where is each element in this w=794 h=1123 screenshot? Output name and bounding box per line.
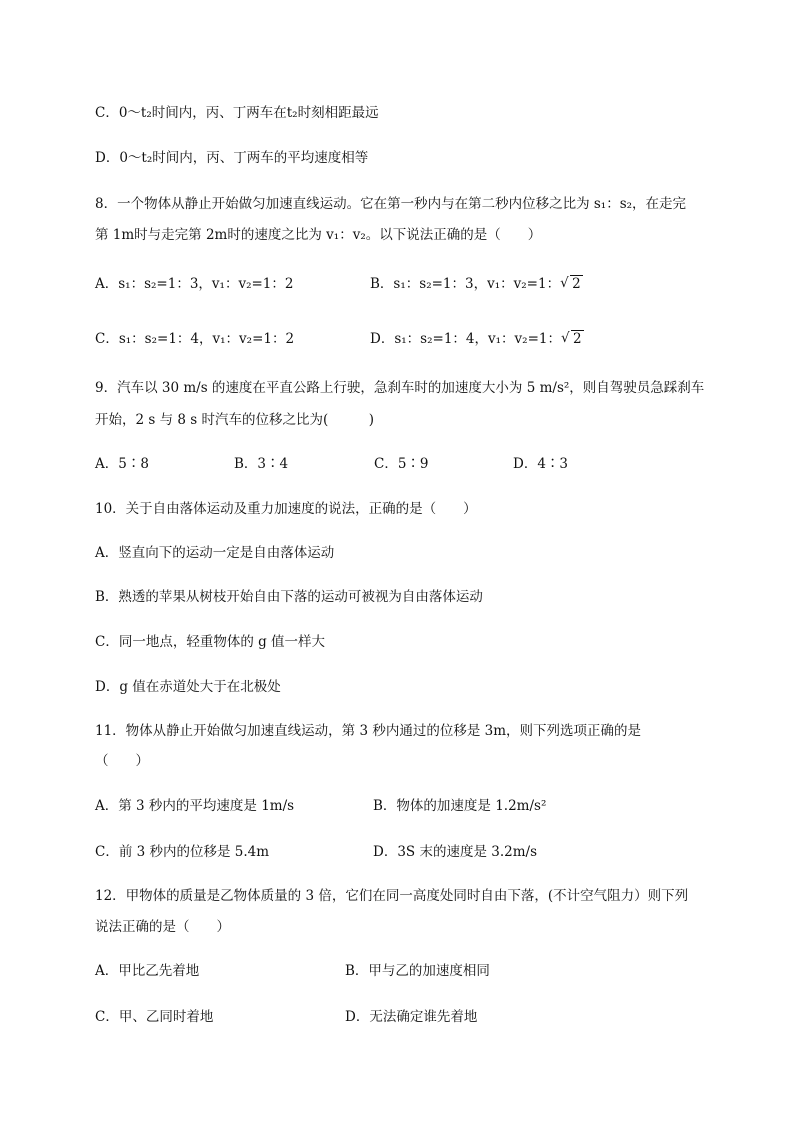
q9-option-a: A．5∶8 <box>95 456 149 472</box>
q8-option-b-radicand: 2 <box>572 276 581 292</box>
q10-option-d: D．g 值在赤道处大于在北极处 <box>95 679 281 695</box>
q11-option-b: B．物体的加速度是 1.2m/s² <box>373 798 547 814</box>
q12-option-c: C．甲、乙同时着地 <box>95 1009 214 1025</box>
q8-option-b-text: B．s₁：s₂=1：3，v₁：v₂=1： <box>370 276 561 292</box>
q8-option-b <box>370 272 583 292</box>
q8-option-d-text: D．s₁：s₂=1：4，v₁：v₂=1： <box>370 331 561 347</box>
q11-stem-line2: （ ） <box>95 753 149 769</box>
q9-stem-line2: 开始，2 s 与 8 s 时汽车的位移之比为( ) <box>95 412 375 428</box>
q12-option-d: D．无法确定谁先着地 <box>345 1009 478 1025</box>
q11-option-a: A．第 3 秒内的平均速度是 1m/s <box>95 798 295 814</box>
q8-option-d <box>370 327 584 347</box>
q10-option-c: C．同一地点，轻重物体的 g 值一样大 <box>95 634 326 650</box>
q7-option-c: C．0～t₂时间内，丙、丁两车在t₂时刻相距最远 <box>95 105 379 121</box>
q12-option-a: A．甲比乙先着地 <box>95 963 200 979</box>
q12-stem-line2: 说法正确的是（ ） <box>95 919 230 935</box>
q8-stem-line1: 8．一个物体从静止开始做匀加速直线运动。它在第一秒内与在第二秒内位移之比为 s₁：s₂，在走完 <box>95 196 687 212</box>
q10-option-a: A．竖直向下的运动一定是自由落体运动 <box>95 545 335 561</box>
q8-option-d-radicand: 2 <box>572 331 582 347</box>
q9-option-c: C．5∶9 <box>374 456 429 472</box>
q9-option-b: B．3∶4 <box>234 456 289 472</box>
q12-stem-line1: 12．甲物体的质量是乙物体质量的 3 倍，它们在同一高度处同时自由下落，(不计空气阻力）则下列 <box>95 888 689 904</box>
q11-option-c: C．前 3 秒内的位移是 5.4m <box>95 844 270 860</box>
q12-option-b: B．甲与乙的加速度相同 <box>345 963 490 979</box>
q10-stem: 10．关于自由落体运动及重力加速度的说法，正确的是（ ） <box>95 501 477 517</box>
q9-option-d: D．4∶3 <box>513 456 569 472</box>
q8-option-c: C．s₁：s₂=1：4，v₁：v₂=1：2 <box>95 331 295 347</box>
q11-stem-line1: 11．物体从静止开始做匀加速直线运动，第 3 秒内通过的位移是 3m，则下列选项正确的是 <box>95 723 642 739</box>
q8-option-a: A．s₁：s₂=1：3，v₁：v₂=1：2 <box>95 276 294 292</box>
q8-stem-line2: 第 1m时与走完第 2m时的速度之比为 v₁：v₂。以下说法正确的是（ ） <box>95 227 542 243</box>
q10-option-b: B．熟透的苹果从树枝开始自由下落的运动可被视为自由落体运动 <box>95 589 483 605</box>
q9-stem-line1: 9．汽车以 30 m/s 的速度在平直公路上行驶，急刹车时的加速度大小为 5 m/s²，则自驾驶员急踩刹车 <box>95 380 705 396</box>
q7-option-d: D．0～t₂时间内，丙、丁两车的平均速度相等 <box>95 150 369 166</box>
sqrt-symbol <box>561 331 584 347</box>
sqrt-symbol <box>560 276 583 292</box>
q11-option-d: D．3S 末的速度是 3.2m/s <box>373 844 537 860</box>
